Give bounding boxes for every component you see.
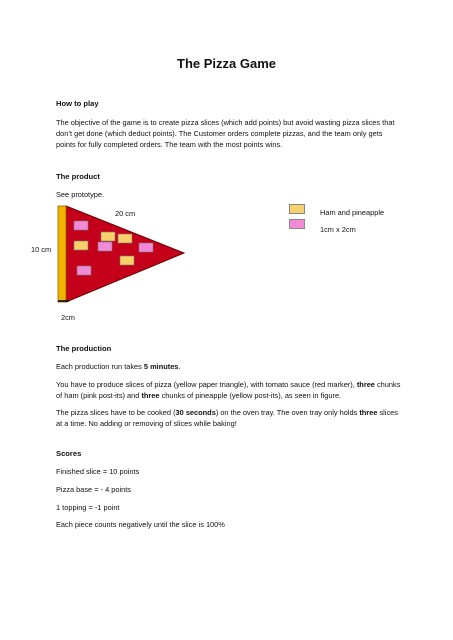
pizza-crust (58, 206, 66, 302)
how-to-play-heading: How to play (56, 99, 99, 108)
production-oven-rules: The pizza slices have to be cooked (30 seconds) on the oven tray. The oven tray only holds three slices at a time. No adding or removing of slices while baking! (56, 408, 398, 428)
pineapple-topping (118, 234, 132, 243)
score-item: Each piece counts negatively until the slice is 100% (56, 520, 225, 529)
pineapple-topping (120, 256, 134, 265)
legend-label-size: 1cm x 2cm (320, 225, 356, 234)
score-item: 1 topping = -1 point (56, 503, 120, 512)
ham-topping (139, 243, 153, 252)
ham-topping (98, 242, 112, 251)
score-item: Finished slice = 10 points (56, 467, 140, 476)
crust-dimension-label: 2cm (61, 313, 75, 322)
ham-topping (77, 266, 91, 275)
scores-heading: Scores (56, 449, 82, 458)
how-to-play-body: The objective of the game is to create pizza slices (which add points) but avoid wasting pizza slices that don’t get done (which deduct points). The Customer orders complete pizzas, and the team only gets points for fully completed orders. The team with the most points wins. (56, 118, 395, 149)
product-heading: The product (56, 172, 100, 181)
width-dimension-label: 20 cm (115, 209, 136, 218)
ham-legend-swatch (289, 219, 305, 229)
pineapple-topping (101, 232, 115, 241)
height-dimension-label: 10 cm (31, 245, 52, 254)
pizza-slice-triangle (66, 206, 184, 302)
product-see-prototype: See prototype. (56, 190, 105, 199)
production-run-time: Each production run takes 5 minutes. (56, 362, 181, 371)
production-heading: The production (56, 344, 112, 353)
pineapple-topping (74, 241, 88, 250)
score-item: Pizza base = - 4 points (56, 485, 131, 494)
production-instructions: You have to produce slices of pizza (yellow paper triangle), with tomato sauce (red marker), three chunks of ham (pink post-its) and three chunks of pineapple (yellow post-its), as seen in figure. (56, 380, 401, 400)
pineapple-legend-swatch (289, 204, 305, 214)
legend-label-ham-pineapple: Ham and pineapple (320, 208, 385, 217)
ham-topping (74, 221, 88, 230)
page-title: The Pizza Game (177, 56, 276, 71)
